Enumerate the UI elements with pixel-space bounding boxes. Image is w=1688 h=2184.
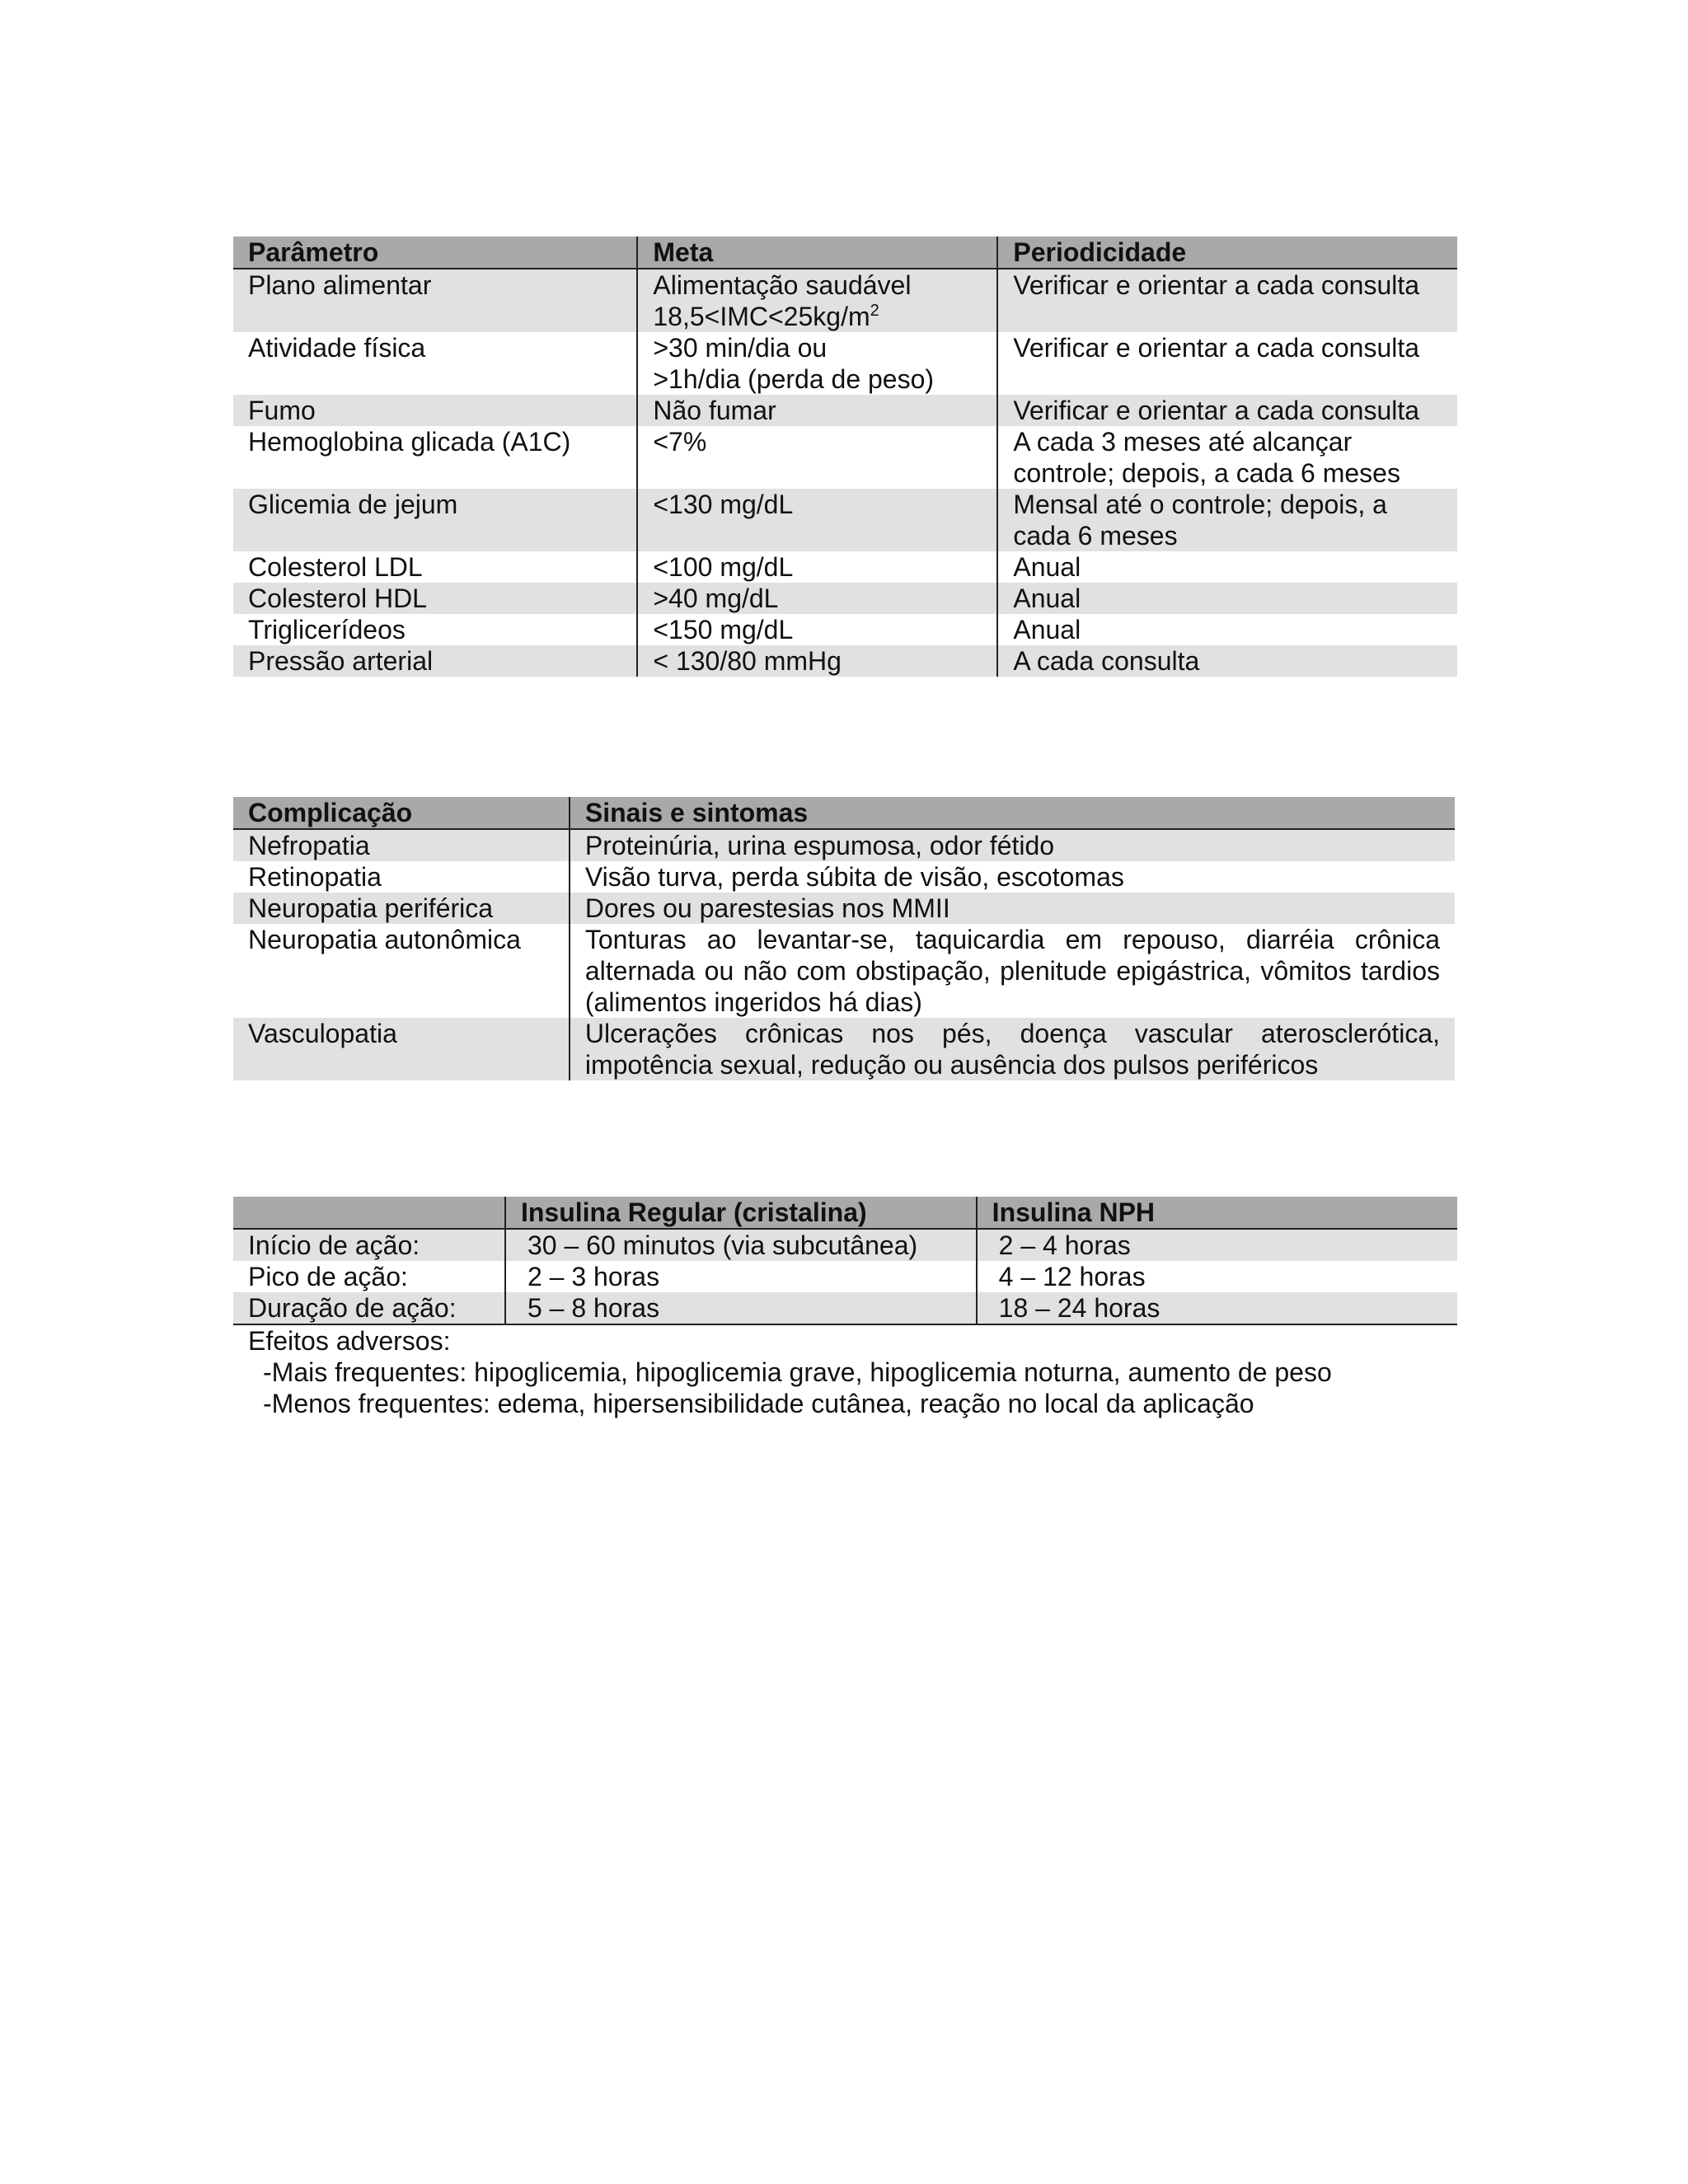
meta-cell: <7% — [637, 426, 997, 489]
table-row — [233, 332, 1457, 395]
table-header-row — [233, 1197, 1457, 1229]
table-row — [233, 893, 1455, 924]
table-row — [233, 829, 1455, 861]
adverse-effects-frequent: -Mais frequentes: hipoglicemia, hipoglicemia grave, hipoglicemia noturna, aumento de peso — [263, 1357, 1332, 1387]
nph-cell: 4 – 12 horas — [977, 1261, 1457, 1292]
meta-cell: <130 mg/dL — [637, 489, 997, 551]
nph-cell: 2 – 4 horas — [977, 1229, 1457, 1261]
header-cell: Sinais e sintomas — [570, 797, 1455, 829]
header-cell: Complicação — [233, 797, 570, 829]
meta-cell — [637, 332, 997, 395]
label-cell: Pico de ação: — [248, 1262, 408, 1291]
param-cell: Plano alimentar — [233, 269, 637, 332]
label-cell: Duração de ação: — [233, 1292, 505, 1324]
signs-cell: Visão turva, perda súbita de visão, escotomas — [570, 861, 1455, 893]
table-header-row — [233, 237, 1457, 269]
period-line: Mensal até o controle; depois, a — [1013, 490, 1387, 519]
adverse-effects-infrequent: -Menos frequentes: edema, hipersensibilidade cutânea, reação no local da aplicação — [263, 1389, 1254, 1418]
param-cell: Hemoglobina glicada (A1C) — [248, 427, 571, 457]
param-cell: Atividade física — [248, 333, 426, 363]
meta-cell: Não fumar — [637, 395, 997, 426]
param-cell: Colesterol LDL — [248, 552, 423, 582]
goals-table — [233, 237, 1457, 677]
meta-cell: < 130/80 mmHg — [637, 645, 997, 677]
complication-cell: Vasculopatia — [233, 1018, 570, 1080]
header-cell: Insulina NPH — [977, 1197, 1457, 1229]
header-cell: Periodicidade — [997, 237, 1457, 269]
header-cell — [233, 1197, 505, 1229]
complication-cell: Retinopatia — [248, 862, 382, 892]
period-cell: Anual — [997, 551, 1457, 583]
param-cell: Triglicerídeos — [248, 615, 406, 644]
meta-line: >30 min/dia ou — [653, 333, 828, 363]
regular-cell: 2 – 3 horas — [505, 1261, 977, 1292]
table-row — [233, 1292, 1457, 1324]
complications-table — [233, 797, 1455, 1080]
table-row — [233, 489, 1457, 551]
param-cell: Glicemia de jejum — [233, 489, 637, 551]
meta-line: Alimentação saudável — [653, 270, 912, 300]
table-row — [233, 924, 1455, 1018]
meta-cell: <100 mg/dL — [637, 551, 997, 583]
meta-cell: <150 mg/dL — [637, 614, 997, 645]
header-cell: Parâmetro — [233, 237, 637, 269]
period-cell — [997, 489, 1457, 551]
period-line: controle; depois, a cada 6 meses — [1013, 458, 1400, 488]
period-cell — [997, 426, 1457, 489]
signs-cell: Tonturas ao levantar-se, taquicardia em repouso, diarréia crônica alternada ou não com obstipação, plenitude epigástrica, vômitos tardios (alimentos ingeridos há dias) — [570, 924, 1455, 1018]
meta-line: >1h/dia (perda de peso) — [653, 364, 935, 394]
regular-cell: 5 – 8 horas — [505, 1292, 977, 1324]
period-cell: A cada consulta — [997, 645, 1457, 677]
header-cell: Meta — [637, 237, 997, 269]
period-cell: Verificar e orientar a cada consulta — [997, 332, 1457, 395]
meta-line — [653, 301, 996, 332]
period-cell: Anual — [997, 614, 1457, 645]
param-cell: Colesterol HDL — [233, 583, 637, 614]
signs-cell: Dores ou parestesias nos MMII — [570, 893, 1455, 924]
period-line: A cada 3 meses até alcançar — [1013, 427, 1353, 457]
param-cell: Fumo — [233, 395, 637, 426]
table-row — [233, 614, 1457, 645]
nph-cell: 18 – 24 horas — [977, 1292, 1457, 1324]
complication-cell: Neuropatia autonômica — [248, 925, 521, 954]
table-row — [233, 861, 1455, 893]
table-row — [233, 395, 1457, 426]
signs-cell: Proteinúria, urina espumosa, odor fétido — [570, 829, 1455, 861]
period-cell: Verificar e orientar a cada consulta — [997, 395, 1457, 426]
adverse-effects — [248, 1325, 1332, 1419]
param-cell: Pressão arterial — [233, 645, 637, 677]
header-cell: Insulina Regular (cristalina) — [505, 1197, 977, 1229]
complication-cell: Neuropatia periférica — [233, 893, 570, 924]
signs-cell: Ulcerações crônicas nos pés, doença vascular aterosclerótica, impotência sexual, redução ou ausência dos pulsos periféricos — [570, 1018, 1455, 1080]
table-row — [233, 269, 1457, 332]
table-row — [233, 645, 1457, 677]
insulin-table — [233, 1197, 1457, 1325]
period-cell: Verificar e orientar a cada consulta — [997, 269, 1457, 332]
table-row — [233, 1018, 1455, 1080]
table-row — [233, 583, 1457, 614]
period-cell: Anual — [997, 583, 1457, 614]
regular-cell: 30 – 60 minutos (via subcutânea) — [505, 1229, 977, 1261]
label-cell: Início de ação: — [233, 1229, 505, 1261]
meta-text: 18,5<IMC<25kg/m — [653, 302, 870, 331]
table-row — [233, 426, 1457, 489]
table-row — [233, 551, 1457, 583]
period-line: cada 6 meses — [1013, 521, 1178, 551]
adverse-effects-title: Efeitos adversos: — [248, 1326, 451, 1356]
table-row — [233, 1261, 1457, 1292]
meta-cell — [637, 269, 997, 332]
meta-cell: >40 mg/dL — [637, 583, 997, 614]
table-header-row — [233, 797, 1455, 829]
table-row — [233, 1229, 1457, 1261]
complication-cell: Nefropatia — [233, 829, 570, 861]
superscript: 2 — [870, 302, 879, 320]
